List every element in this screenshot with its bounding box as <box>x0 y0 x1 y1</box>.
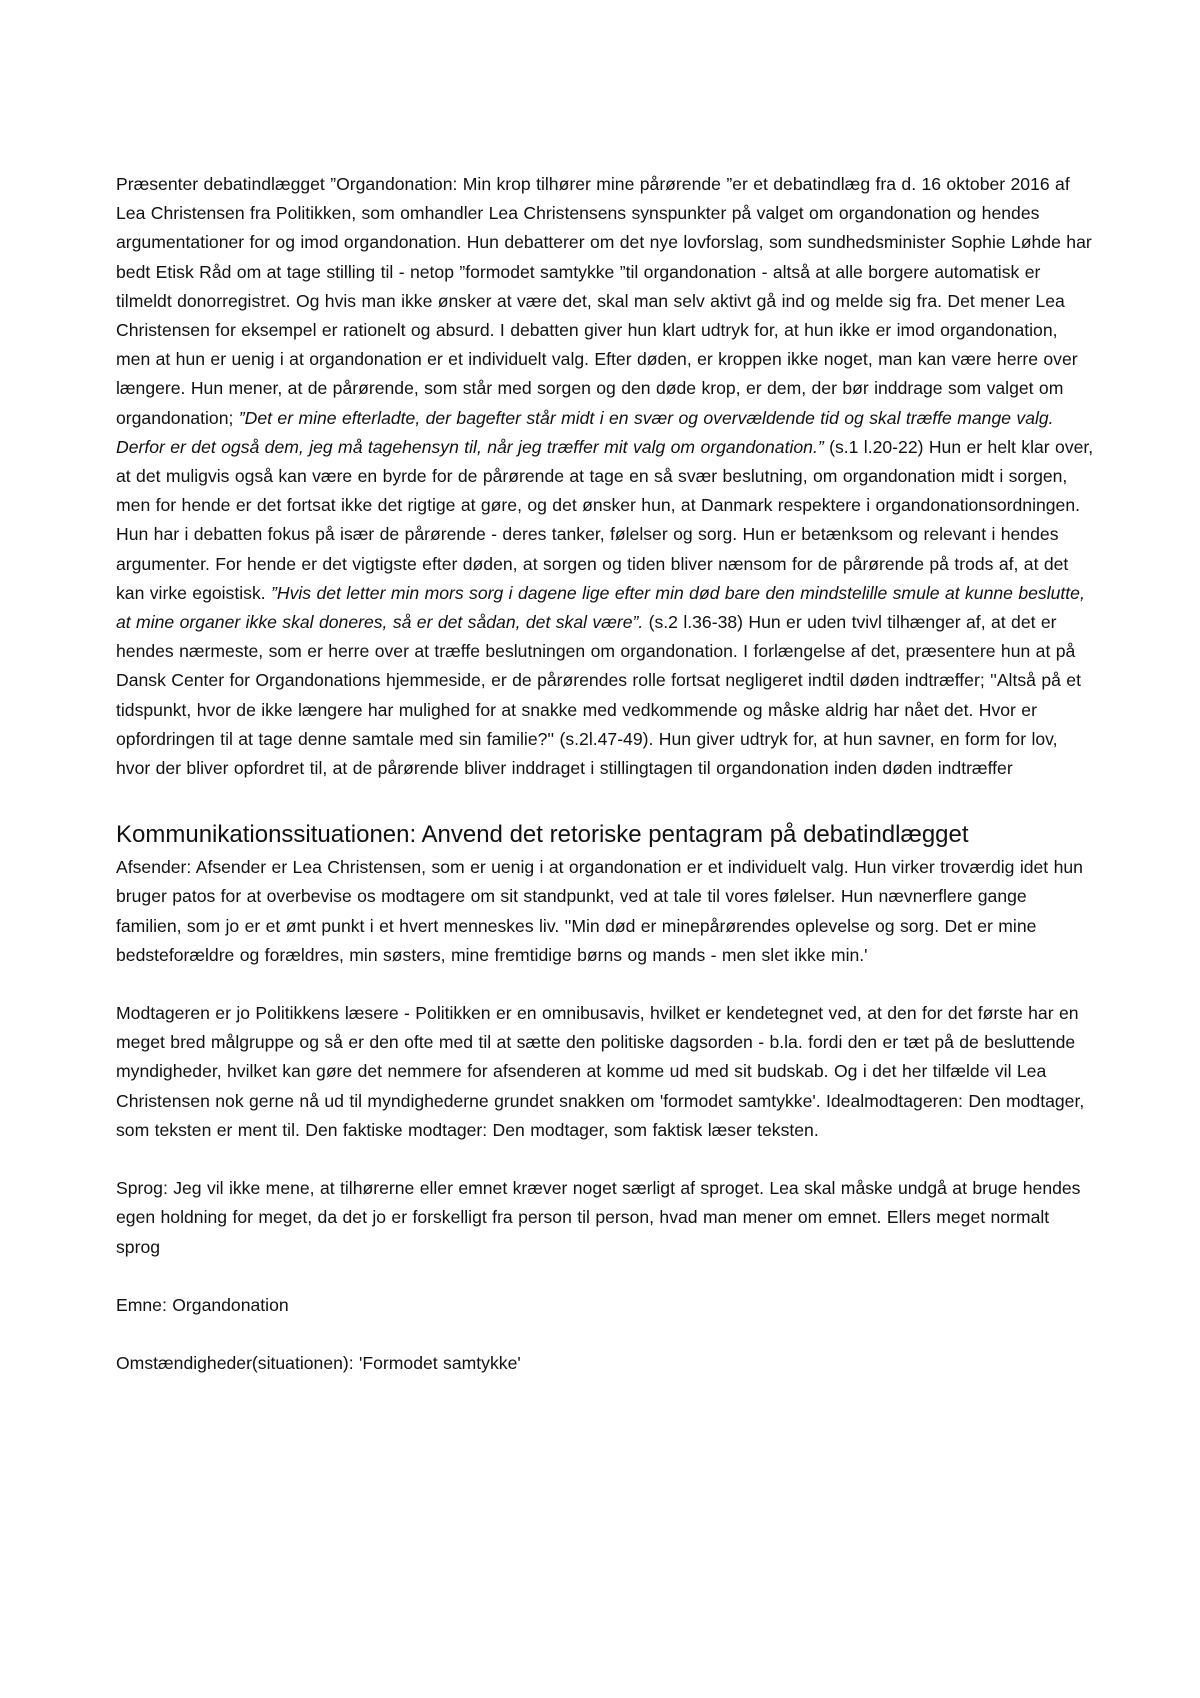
intro-text-part3: (s.2 l.36-38) Hun er uden tvivl tilhænger af, at det er hendes nærmeste, som er herre over at træffe beslutningen om organdonation. I forlængelse af det, præsentere hun at på Dansk Center for Organdonations hjemmeside, er de pårørendes rolle fortsat negligeret indtil døden indtræffer; ''Altså på et tidspunkt, hvor de ikke længere har mulighed for at snakke med vedkommende og måske aldrig har nået det. Hvor er opfordringen til at tage denne samtale med sin familie?'' (s.2l.47-49). Hun giver udtryk for, at hun savner, en form for lov, hvor der bliver opfordret til, at de pårørende bliver inddraget i stillingtagen til organdonation inden døden indtræffer <box>116 612 1081 779</box>
intro-quote-1: ”Det er mine efterladte, der bagefter står midt i en svær og overvældende tid og skal træffe mange valg. Derfor er det også dem, jeg må tagehensyn til, når jeg træffer mit valg om organdonation.” <box>116 407 1054 457</box>
afsender-paragraph: Afsender: Afsender er Lea Christensen, som er uenig i at organdonation er et individuelt valg. Hun virker troværdig idet hun bruger patos for at overbevise os modtagere om sit standpunkt, ved at tale til vores følelser. Hun nævnerflere gange familien, som jo er et ømt punkt i et hvert menneskes liv. ''Min død er minepårørendes oplevelse og sorg. Det er mine bedsteforældre og forældres, min søsters, mine fremtidige børns og mands - men slet ikke min.' <box>116 857 1083 965</box>
section-heading: Kommunikationssituationen: Anvend det retoriske pentagram på debatindlægget <box>116 821 969 849</box>
intro-text-part1: Præsenter debatindlægget ”Organdonation: Min krop tilhører mine pårørende ”er et debatindlæg fra d. 16 oktober 2016 af Lea Christensen fra Politikken, som omhandler Lea Christensens synspunkter på valget om organdonation og hendes argumentationer for og imod organdonation. Hun debatterer om det nye lovforslag, som sundhedsminister Sophie Løhde har bedt Etisk Råd om at tage stilling til - netop ”formodet samtykke ”til organdonation - altså at alle borgere automatisk er tilmeldt donorregistret. Og hvis man ikke ønsker at være det, skal man selv aktivt gå ind og melde sig fra. Det mener Lea Christensen for eksempel er rationelt og absurd. I debatten giver hun klart udtryk for, at hun ikke er imod organdonation, men at hun er uenig i at organdonation er et individuelt valg. Efter døden, er kroppen ikke noget, man kan være herre over længere. Hun mener, at de pårørende, som står med sorgen og den døde krop, er dem, der bør inddrage som valget om organdonation; <box>116 174 1092 428</box>
emne-paragraph: Emne: Organdonation <box>116 1294 289 1315</box>
intro-paragraph <box>116 170 1096 783</box>
sprog-paragraph: Sprog: Jeg vil ikke mene, at tilhørerne eller emnet kræver noget særligt af sproget. Lea skal måske undgå at bruge hendes egen holdning for meget, da det jo er forskelligt fra person til person, hvad man mener om emnet. Ellers meget normalt sprog <box>116 1178 1081 1257</box>
document-page <box>116 170 1096 1378</box>
intro-text-part2: (s.1 l.20-22) Hun er helt klar over, at det muligvis også kan være en byrde for de pårørende at tage en så svær beslutning, om organdonation midt i sorgen, men for hende er det fortsat ikke det rigtige at gøre, og det ønsker hun, at Danmark respektere i organdonationsordningen. Hun har i debatten fokus på især de pårørende - deres tanker, følelser og sorg. Hun er betænksom og relevant i hendes argumenter. For hende er det vigtigste efter døden, at sorgen og tiden bliver nænsom for de pårørende på trods af, at det kan virke egoistisk. <box>116 436 1094 603</box>
modtager-paragraph: Modtageren er jo Politikkens læsere - Politikken er en omnibusavis, hvilket er kendetegnet ved, at den for det første har en meget bred målgruppe og så er den ofte med til at sætte den politiske dagsorden - b.la. fordi den er tæt på de besluttende myndigheder, hvilket kan gøre det nemmere for afsenderen at komme ud med sit budskab. Og i det her tilfælde vil Lea Christensen nok gerne nå ud til myndighederne grundet snakken om 'formodet samtykke'. Idealmodtageren: Den modtager, som teksten er ment til. Den faktiske modtager: Den modtager, som faktisk læser teksten. <box>116 1003 1085 1140</box>
intro-quote-2: ”Hvis det letter min mors sorg i dagene lige efter min død bare den mindstelille smule at kunne beslutte, at mine organer ikke skal doneres, så er det sådan, det skal være”. <box>116 582 1085 633</box>
omstaendigheder-paragraph: Omstændigheder(situationen): 'Formodet samtykke' <box>116 1352 521 1373</box>
